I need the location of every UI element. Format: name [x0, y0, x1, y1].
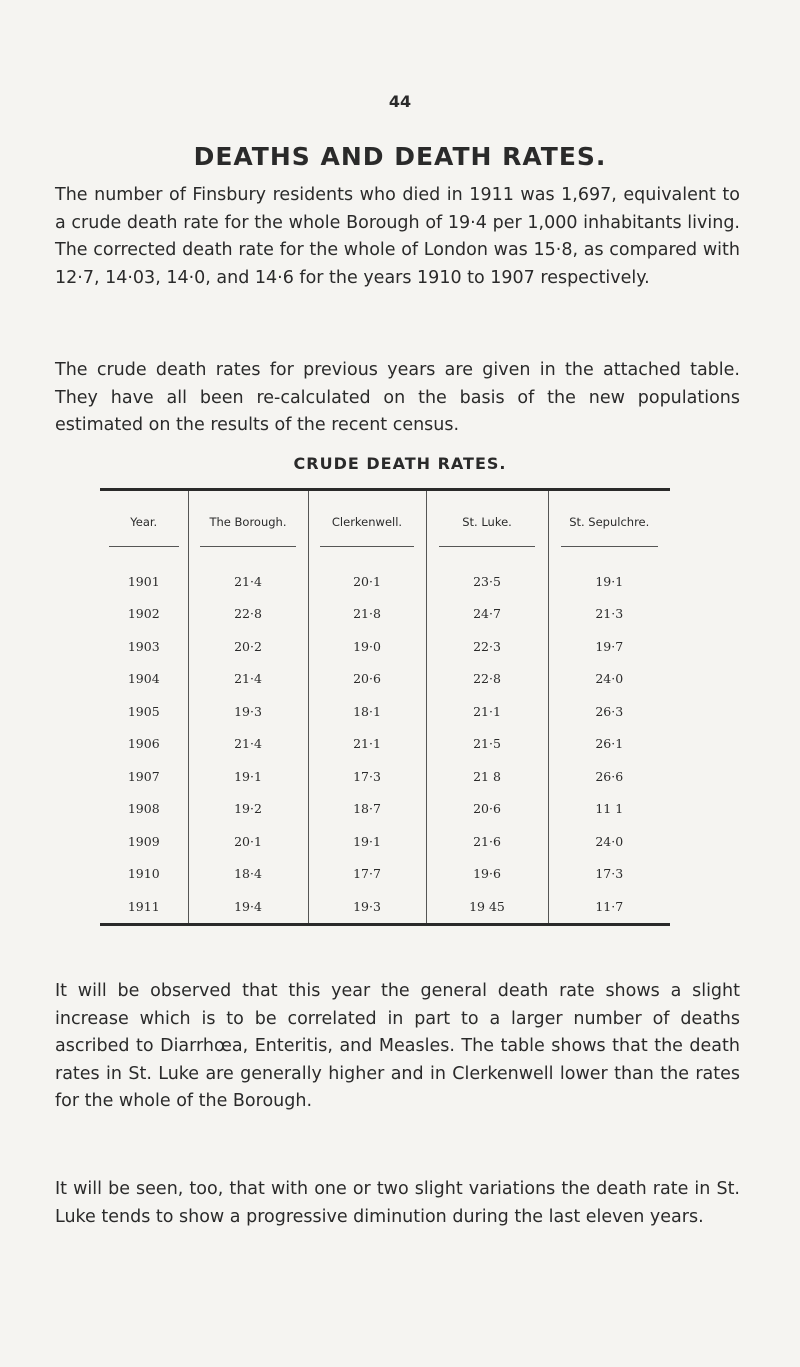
cell-st-sepulchre: 21·3	[548, 598, 670, 631]
cell-st-luke: 22·3	[426, 630, 548, 663]
cell-year: 1910	[127, 866, 160, 882]
table-title: CRUDE DEATH RATES.	[293, 454, 507, 473]
cell-clerkenwell: 17·3	[308, 760, 426, 793]
cell-st-sepulchre: 17·3	[548, 858, 670, 891]
table-row	[100, 858, 670, 891]
cell-clerkenwell: 18·1	[308, 695, 426, 728]
cell-borough: 19·1	[188, 760, 308, 793]
cell-clerkenwell: 20·1	[308, 565, 426, 598]
cell-borough: 18·4	[188, 858, 308, 891]
observation-paragraph: It will be observed that this year the general death rate shows a slight increase which is to be correlated in part to a larger number of deaths ascribed to Diarrhœa, Enteritis, and Measles. The table shows that the death rates in St. Luke are generally higher and in Clerkenwell lower than the rates for the whole of the Borough.	[55, 981, 740, 1111]
cell-st-luke: 24·7	[426, 598, 548, 631]
cell-borough: 22·8	[188, 598, 308, 631]
cell-borough: 20·2	[188, 630, 308, 663]
cell-clerkenwell: 18·7	[308, 793, 426, 826]
cell-borough: 21·4	[188, 728, 308, 761]
cell-borough: 20·1	[188, 825, 308, 858]
cell-year: 1906	[127, 736, 160, 752]
cell-borough: 19·3	[188, 695, 308, 728]
intro-paragraph: The number of Finsbury residents who died in 1911 was 1,697, equivalent to a crude death rate for the whole Borough of 19·4 per 1,000 inhabitants living. The corrected death rate for the whole of London was 15·8, as compared with 12·7, 14·03, 14·0, and 14·6 for the years 1910 to 1907 respectively.	[55, 185, 740, 288]
cell-year: 1902	[127, 606, 160, 622]
cell-clerkenwell: 19·1	[308, 825, 426, 858]
cell-year: 1904	[127, 671, 160, 687]
cell-st-luke: 21·5	[426, 728, 548, 761]
cell-st-luke: 19·6	[426, 858, 548, 891]
table-row	[100, 793, 670, 826]
cell-st-sepulchre: 11·7	[548, 890, 670, 924]
cell-clerkenwell: 21·1	[308, 728, 426, 761]
header-borough: The Borough.	[188, 490, 308, 554]
cell-year: 1903	[127, 638, 160, 654]
cell-year: 1901	[127, 573, 160, 589]
cell-st-sepulchre: 26·3	[548, 695, 670, 728]
cell-year: 1908	[127, 801, 160, 817]
cell-clerkenwell: 17·7	[308, 858, 426, 891]
cell-borough: 19·4	[188, 890, 308, 924]
header-clerkenwell: Clerkenwell.	[308, 490, 426, 554]
page-number: 44	[388, 92, 412, 111]
cell-clerkenwell: 20·6	[308, 663, 426, 696]
table-row	[100, 728, 670, 761]
header-st-luke: St. Luke.	[426, 490, 548, 554]
table-intro-paragraph: The crude death rates for previous years are given in the attached table. They have all been re-calculated on the basis of the new populations estimated on the results of the recent census.	[55, 360, 740, 435]
cell-st-luke: 20·6	[426, 793, 548, 826]
table-row	[100, 565, 670, 598]
header-year: Year.	[100, 490, 188, 554]
cell-clerkenwell: 19·3	[308, 890, 426, 924]
table-body	[100, 553, 670, 924]
table-row	[100, 695, 670, 728]
cell-borough: 19·2	[188, 793, 308, 826]
cell-st-luke: 21 8	[426, 760, 548, 793]
cell-st-sepulchre: 26·1	[548, 728, 670, 761]
cell-st-sepulchre: 24·0	[548, 825, 670, 858]
table-row	[100, 760, 670, 793]
conclusion-paragraph: It will be seen, too, that with one or two slight variations the death rate in St. Luke tends to show a progressive diminution during the last eleven years.	[55, 1179, 740, 1227]
cell-st-sepulchre: 19·7	[548, 630, 670, 663]
cell-year: 1911	[127, 898, 160, 914]
cell-st-luke: 23·5	[426, 565, 548, 598]
cell-st-sepulchre: 11 1	[548, 793, 670, 826]
table-row	[100, 825, 670, 858]
cell-st-sepulchre: 24·0	[548, 663, 670, 696]
table-header-row	[100, 490, 670, 554]
table-row	[100, 598, 670, 631]
cell-year: 1907	[127, 768, 160, 784]
cell-st-luke: 21·1	[426, 695, 548, 728]
cell-st-sepulchre: 26·6	[548, 760, 670, 793]
cell-year: 1909	[127, 833, 160, 849]
cell-st-luke: 19 45	[426, 890, 548, 924]
table-row	[100, 890, 670, 924]
cell-clerkenwell: 19·0	[308, 630, 426, 663]
header-st-sepulchre: St. Sepulchre.	[548, 490, 670, 554]
cell-clerkenwell: 21·8	[308, 598, 426, 631]
cell-st-luke: 21·6	[426, 825, 548, 858]
table-row	[100, 663, 670, 696]
crude-death-rates-table	[100, 488, 670, 926]
table-row	[100, 630, 670, 663]
cell-borough: 21·4	[188, 565, 308, 598]
cell-borough: 21·4	[188, 663, 308, 696]
cell-year: 1905	[127, 703, 160, 719]
page-title: DEATHS AND DEATH RATES.	[193, 142, 607, 171]
cell-st-sepulchre: 19·1	[548, 565, 670, 598]
cell-st-luke: 22·8	[426, 663, 548, 696]
